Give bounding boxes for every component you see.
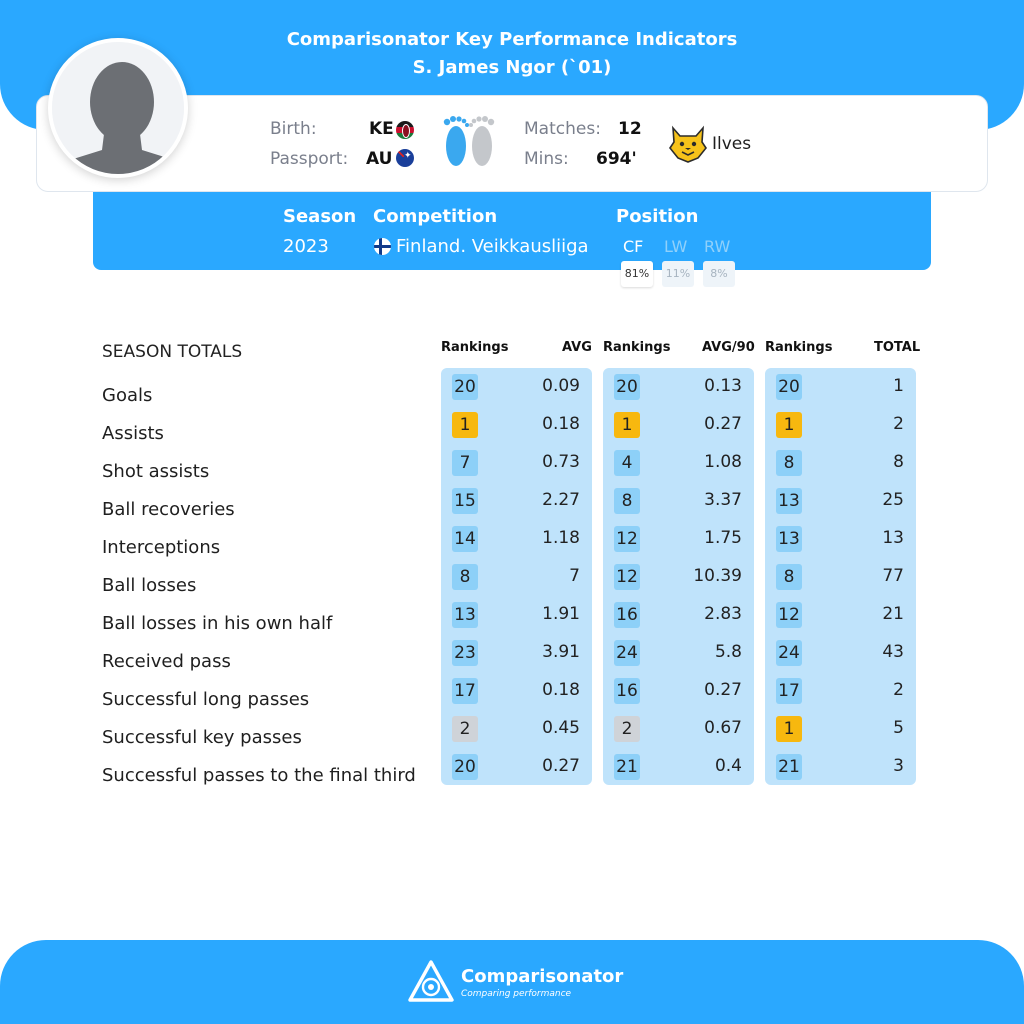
kenya-flag-icon [396,121,414,139]
matches-label: Matches: [524,119,601,139]
rank-badge: 24 [776,640,802,666]
stat-value: 3.37 [704,490,742,510]
stat-value: 5 [893,718,904,738]
rank-badge: 8 [776,450,802,476]
rank-badge: 4 [614,450,640,476]
stat-value: 3.91 [542,642,580,662]
stat-value: 1.75 [704,528,742,548]
footer-tagline: Comparing performance [461,989,572,999]
rank-badge: 12 [614,564,640,590]
stat-value: 0.13 [704,376,742,396]
stat-value: 0.18 [542,680,580,700]
col-head-avg90: AVG/90 [702,340,755,355]
rank-badge: 13 [776,488,802,514]
stat-value: 0.4 [714,756,742,776]
rank-badge: 12 [614,526,640,552]
rank-badge: 14 [452,526,478,552]
rank-badge: 21 [776,754,802,780]
rank-badge: 8 [776,564,802,590]
row-label: Successful long passes [102,689,310,710]
season-band [93,192,931,270]
rank-badge: 16 [614,602,640,628]
row-label: Successful key passes [102,727,302,748]
rank-badge: 13 [776,526,802,552]
mins-label: Mins: [524,149,569,169]
rank-badge: 1 [776,716,802,742]
col-head-total: TOTAL [874,340,921,355]
stat-value: 1.91 [542,604,580,624]
competition-label: Competition [373,206,498,227]
position-pct-cf: 81% [621,261,653,287]
stat-value: 0.27 [704,680,742,700]
stat-value: 8 [893,452,904,472]
rank-badge: 20 [452,754,478,780]
season-label: Season [283,206,357,227]
stat-value: 1.08 [704,452,742,472]
section-title: SEASON TOTALS [102,342,243,362]
row-label: Received pass [102,651,231,672]
rank-badge: 17 [776,678,802,704]
birth-label: Birth: [270,119,317,139]
stat-value: 13 [882,528,904,548]
passport-label: Passport: [270,149,349,169]
row-label: Ball losses [102,575,197,596]
stat-value: 1.18 [542,528,580,548]
stat-value: 1 [893,376,904,396]
position-label: Position [616,206,699,227]
report-title-main: Comparisonator Key Performance Indicators [286,29,738,50]
row-label: Interceptions [102,537,221,558]
row-label: Ball recoveries [102,499,235,520]
position-code-lw: LW [664,237,688,256]
rank-badge: 20 [452,374,478,400]
stat-value: 3 [893,756,904,776]
position-pct-lw: 11% [662,261,694,287]
position-pct-rw: 8% [703,261,735,287]
rank-badge: 12 [776,602,802,628]
footedness-icon [436,112,500,172]
stat-value: 0.09 [542,376,580,396]
finland-flag-icon [374,238,391,255]
rank-badge: 15 [452,488,478,514]
season-value: 2023 [283,236,329,257]
stat-value: 0.27 [542,756,580,776]
matches-value: 12 [618,119,642,139]
row-label: Assists [102,423,164,444]
ilves-lynx-logo-icon [668,124,708,164]
birth-value: KE [369,119,394,139]
rank-badge: 2 [614,716,640,742]
col-head-rankings-total: Rankings [765,340,833,355]
australia-flag-icon [396,149,414,167]
stat-value: 2 [893,414,904,434]
position-code-rw: RW [704,237,731,256]
rank-badge: 1 [776,412,802,438]
rank-badge: 16 [614,678,640,704]
mins-value: 694' [596,149,637,169]
rank-badge: 17 [452,678,478,704]
passport-value: AU [366,149,393,169]
stat-value: 10.39 [693,566,742,586]
col-head-rankings-avg: Rankings [441,340,509,355]
stat-value: 7 [569,566,580,586]
rank-badge: 24 [614,640,640,666]
row-label: Ball losses in his own half [102,613,333,634]
stat-value: 0.45 [542,718,580,738]
competition-value: Finland. Veikkausliiga [396,236,589,257]
rank-badge: 2 [452,716,478,742]
rank-badge: 8 [614,488,640,514]
col-head-rankings-avg90: Rankings [603,340,671,355]
rank-badge: 1 [452,412,478,438]
footer-brand: Comparisonator [461,966,624,987]
rank-badge: 23 [452,640,478,666]
stat-value: 43 [882,642,904,662]
player-name: S. James Ngor (`01) [412,57,612,78]
avatar [48,38,188,178]
stat-value: 2.83 [704,604,742,624]
rank-badge: 7 [452,450,478,476]
stat-value: 2 [893,680,904,700]
rank-badge: 1 [614,412,640,438]
rank-badge: 13 [452,602,478,628]
club-name: Ilves [712,134,752,154]
stat-value: 0.18 [542,414,580,434]
comparisonator-logo-icon [408,960,454,1004]
rank-badge: 20 [776,374,802,400]
row-label: Successful passes to the final third [102,765,416,786]
col-head-avg: AVG [562,340,592,355]
stat-value: 0.27 [704,414,742,434]
stat-value: 77 [882,566,904,586]
stat-value: 21 [882,604,904,624]
stat-value: 2.27 [542,490,580,510]
player-silhouette-icon [52,42,188,178]
rank-badge: 8 [452,564,478,590]
stat-value: 0.73 [542,452,580,472]
row-label: Shot assists [102,461,210,482]
stat-value: 0.67 [704,718,742,738]
position-code-cf: CF [623,237,644,256]
rank-badge: 20 [614,374,640,400]
row-label: Goals [102,385,153,406]
stat-value: 25 [882,490,904,510]
rank-badge: 21 [614,754,640,780]
stat-value: 5.8 [714,642,742,662]
